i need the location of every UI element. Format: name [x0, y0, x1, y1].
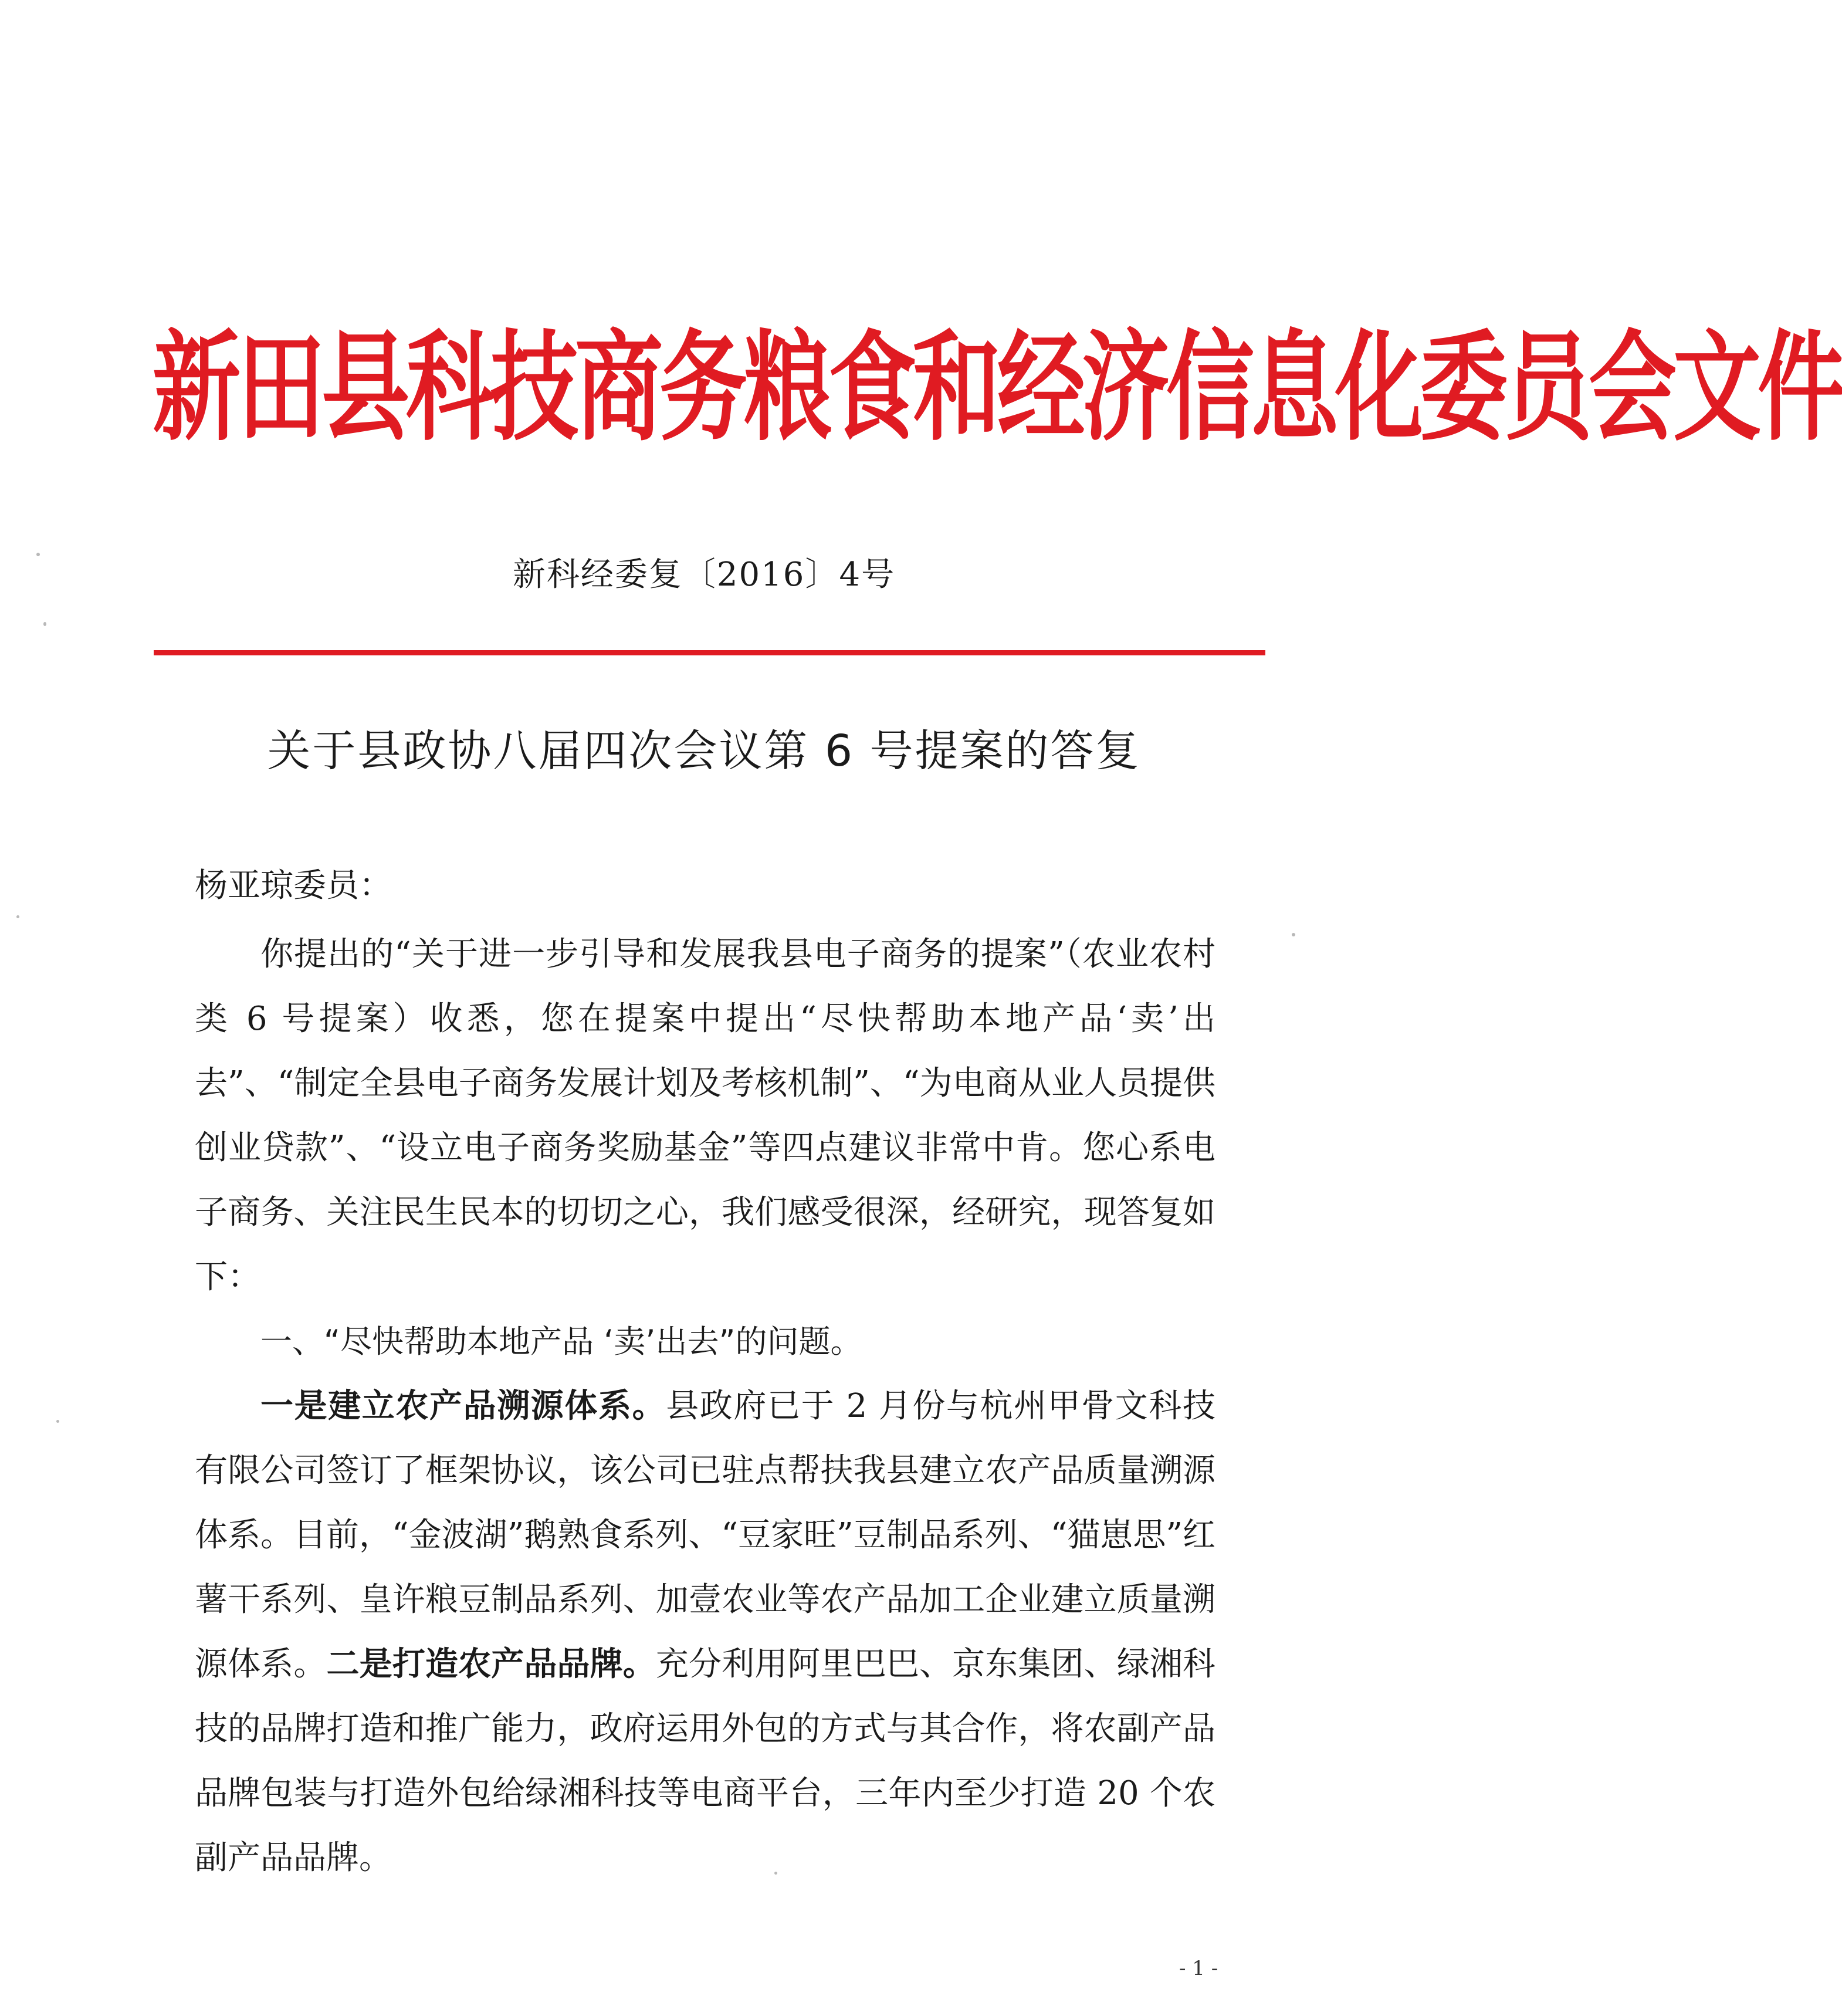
scan-speck: [43, 622, 46, 626]
scan-speck: [1292, 933, 1295, 936]
measure-lead-1: 一是建立农产品溯源体系。: [260, 1387, 666, 1425]
section-heading-1: 一、“尽快帮助本地产品 ‘卖’出去”的问题。: [260, 1323, 862, 1360]
body-paragraph-intro: 你提出的“关于进一步引导和发展我县电子商务的提案”（农业农村类 6 号提案）收悉，您在提案中提出“尽快帮助本地产品‘卖’出去”、“制定全县电子商务发展计划及考核机制”、“为电商从业人员提供创业贷款”、“设立电子商务奖励基金”等四点建议非常中肯。您心系电子商务、关注民生民本的切切之心，我们感受很深，经研究，现答复如下：: [195, 935, 1215, 1296]
office-header-title: 新田县科技商务粮食和经济信息化委员会文件: [153, 319, 1842, 458]
measure-lead-2: 二是打造农产品品牌。: [326, 1645, 656, 1683]
document-body: [195, 922, 1215, 1890]
scan-speck: [16, 915, 19, 918]
scan-speck: [56, 1420, 59, 1423]
document-number: 新科经委复〔2016〕4号: [512, 556, 896, 594]
header-divider: [154, 650, 1265, 655]
scan-speck: [36, 553, 40, 556]
document-title: 关于县政协八届四次会议第 6 号提案的答复: [267, 726, 1141, 776]
measure-text-1: 县政府已于 2 月份与杭州甲骨文科技有限公司签订了框架协议，该公司已驻点帮扶我县建立农产品质量溯源体系。目前，“金波湖”鹅熟食系列、“豆家旺”豆制品系列、“猫崽思”红薯干系列、皇许粮豆制品系列、加壹农业等农产品加工企业建立质量溯源体系。: [195, 1387, 1215, 1683]
scan-speck: [774, 1872, 777, 1875]
body-paragraph-measures: [195, 1374, 1215, 1890]
salutation: 杨亚琼委员：: [195, 867, 392, 905]
page-number: - 1 -: [1179, 1957, 1218, 1980]
measure-text-2: 充分利用阿里巴巴、京东集团、绿湘科技的品牌打造和推广能力，政府运用外包的方式与其合作，将农副产品品牌包装与打造外包给绿湘科技等电商平台，三年内至少打造 20 个农副产品品牌。: [195, 1645, 1216, 1877]
